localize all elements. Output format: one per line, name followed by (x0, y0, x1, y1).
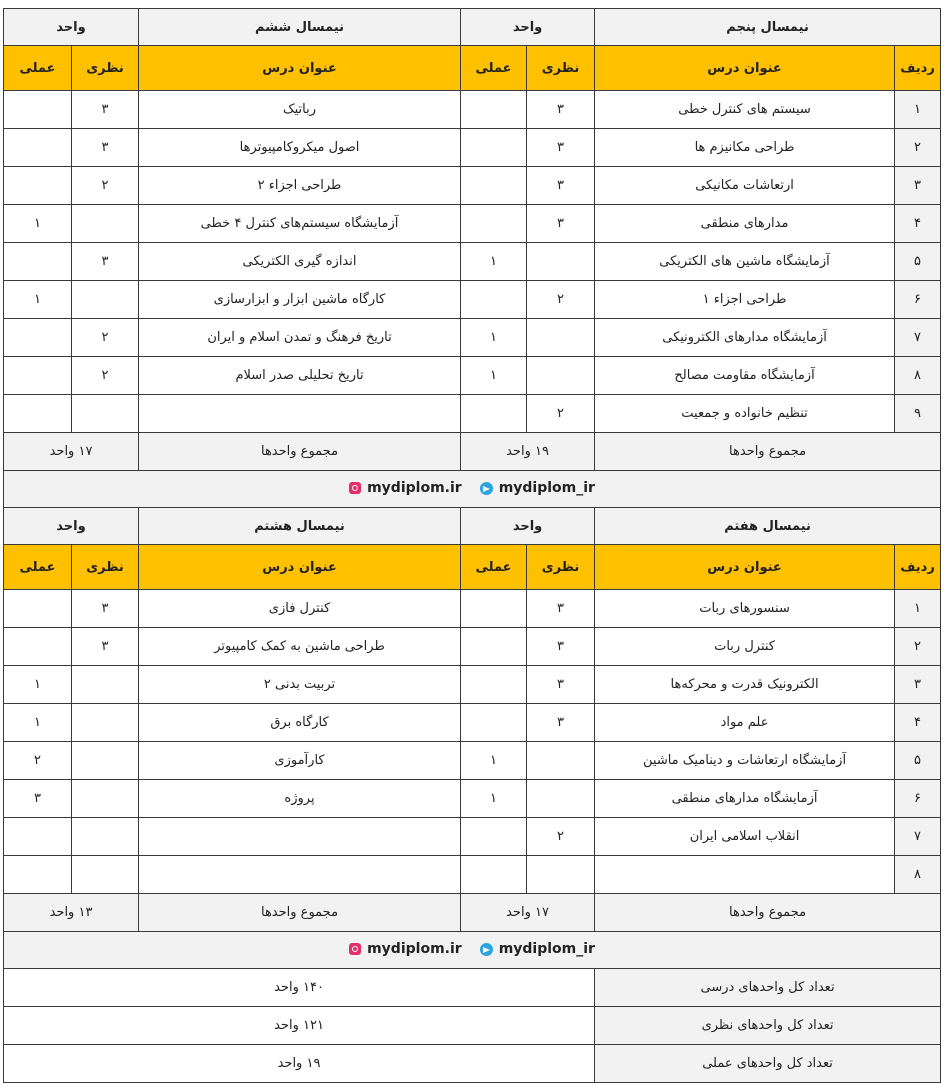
course-title: کنترل ربات (595, 628, 895, 666)
theory-units: ۲ (72, 319, 139, 357)
table-row (4, 357, 941, 395)
course-title: پروژه (139, 780, 461, 818)
brand-cell (4, 932, 941, 969)
right-unit-header: واحد (461, 508, 595, 545)
row-number-header: ردیف (895, 545, 941, 590)
course-title: تنظیم خانواده و جمعیت (595, 395, 895, 433)
table-row (4, 243, 941, 281)
telegram-icon (480, 943, 493, 956)
curriculum-table (3, 8, 941, 1083)
course-title: رباتیک (139, 91, 461, 129)
practical-units (4, 395, 72, 433)
practical-units (461, 205, 527, 243)
summary-label: تعداد کل واحدهای نظری (595, 1007, 941, 1045)
course-title: کارگاه ماشین ابزار و ابزارسازی (139, 281, 461, 319)
theory-units: ۲ (72, 167, 139, 205)
table-row (4, 818, 941, 856)
brand-cell (4, 471, 941, 508)
practical-units: ۱ (461, 319, 527, 357)
theory-units: ۲ (527, 818, 595, 856)
summary-value: ۱۲۱ واحد (4, 1007, 595, 1045)
row-number: ۸ (895, 856, 941, 894)
theory-units: ۳ (527, 91, 595, 129)
instagram-icon (349, 943, 361, 955)
theory-units (527, 780, 595, 818)
theory-units (527, 357, 595, 395)
row-number: ۵ (895, 742, 941, 780)
theory-units (72, 818, 139, 856)
practical-units (461, 91, 527, 129)
practical-units (4, 167, 72, 205)
course-title: تاریخ فرهنگ و تمدن اسلام و ایران (139, 319, 461, 357)
table-row (4, 129, 941, 167)
course-title: آزمایشگاه ارتعاشات و دینامیک ماشین (595, 742, 895, 780)
right-total-label: مجموع واحدها (595, 894, 941, 932)
theory-units (72, 856, 139, 894)
theory-units (72, 780, 139, 818)
left-semester-title: نیمسال هشتم (139, 508, 461, 545)
theory-header: نظری (527, 46, 595, 91)
practical-units (4, 91, 72, 129)
theory-units: ۳ (72, 91, 139, 129)
left-unit-header: واحد (4, 508, 139, 545)
course-title-header: عنوان درس (139, 545, 461, 590)
course-title: آزمایشگاه مقاومت مصالح (595, 357, 895, 395)
table-row (4, 91, 941, 129)
right-total-value: ۱۹ واحد (461, 433, 595, 471)
course-title: طراحی مکانیزم ها (595, 129, 895, 167)
practical-header: عملی (4, 545, 72, 590)
brand-links (349, 941, 595, 957)
practical-units (4, 129, 72, 167)
practical-units (461, 395, 527, 433)
table-row (4, 742, 941, 780)
practical-units: ۱ (4, 281, 72, 319)
course-title: ارتعاشات مکانیکی (595, 167, 895, 205)
practical-units (461, 818, 527, 856)
course-title: علم مواد (595, 704, 895, 742)
theory-header: نظری (72, 545, 139, 590)
row-number: ۱ (895, 91, 941, 129)
course-title: طراحی اجزاء ۲ (139, 167, 461, 205)
course-title: مدارهای منطقی (595, 205, 895, 243)
practical-units: ۱ (461, 357, 527, 395)
course-title: سنسورهای ربات (595, 590, 895, 628)
practical-units: ۱ (461, 742, 527, 780)
practical-units (4, 357, 72, 395)
course-title: آزمایشگاه مدارهای الکترونیکی (595, 319, 895, 357)
practical-units: ۱ (4, 666, 72, 704)
table-row (4, 167, 941, 205)
theory-units (72, 704, 139, 742)
left-semester-title: نیمسال ششم (139, 9, 461, 46)
right-total-label: مجموع واحدها (595, 433, 941, 471)
theory-units (72, 742, 139, 780)
theory-units (72, 666, 139, 704)
row-number-header: ردیف (895, 46, 941, 91)
block2-semester-header (4, 508, 941, 545)
course-title: کارآموزی (139, 742, 461, 780)
course-title (139, 395, 461, 433)
theory-units: ۲ (527, 281, 595, 319)
summary-value: ۱۴۰ واحد (4, 969, 595, 1007)
block2-column-header (4, 545, 941, 590)
row-number: ۲ (895, 129, 941, 167)
course-title: آزمایشگاه سیستم‌های کنترل ۴ خطی (139, 205, 461, 243)
course-title: طراحی ماشین به کمک کامپیوتر (139, 628, 461, 666)
table-row (4, 666, 941, 704)
practical-units: ۳ (4, 780, 72, 818)
table-row (4, 395, 941, 433)
practical-units (461, 666, 527, 704)
instagram-handle[interactable]: mydiplom.ir (367, 480, 462, 496)
table-row (4, 856, 941, 894)
table-row (4, 319, 941, 357)
practical-units: ۲ (4, 742, 72, 780)
theory-units (527, 319, 595, 357)
course-title (139, 818, 461, 856)
course-title: اندازه گیری الکتریکی (139, 243, 461, 281)
course-title-header: عنوان درس (139, 46, 461, 91)
summary-label: تعداد کل واحدهای عملی (595, 1045, 941, 1083)
course-title: الکترونیک قدرت و محرکه‌ها (595, 666, 895, 704)
brand-row (4, 932, 941, 969)
practical-units: ۱ (461, 780, 527, 818)
block1-column-header (4, 46, 941, 91)
left-total-label: مجموع واحدها (139, 433, 461, 471)
course-title: کارگاه برق (139, 704, 461, 742)
row-number: ۲ (895, 628, 941, 666)
practical-units (4, 319, 72, 357)
row-number: ۱ (895, 590, 941, 628)
theory-header: نظری (527, 545, 595, 590)
theory-units: ۳ (527, 628, 595, 666)
course-title-header: عنوان درس (595, 46, 895, 91)
practical-units (461, 281, 527, 319)
telegram-handle[interactable]: mydiplom_ir (498, 480, 595, 496)
instagram-icon (349, 482, 361, 494)
practical-units (461, 129, 527, 167)
table-row (4, 205, 941, 243)
summary-row (4, 969, 941, 1007)
theory-units: ۳ (527, 167, 595, 205)
practical-header: عملی (461, 545, 527, 590)
summary-row (4, 1007, 941, 1045)
course-title: طراحی اجزاء ۱ (595, 281, 895, 319)
practical-header: عملی (4, 46, 72, 91)
row-number: ۴ (895, 205, 941, 243)
theory-units (527, 856, 595, 894)
practical-units (461, 856, 527, 894)
telegram-icon (480, 482, 493, 495)
table-row (4, 780, 941, 818)
course-title (139, 856, 461, 894)
practical-units (4, 856, 72, 894)
course-title: آزمایشگاه مدارهای منطقی (595, 780, 895, 818)
row-number: ۹ (895, 395, 941, 433)
table-row (4, 628, 941, 666)
practical-units: ۱ (461, 243, 527, 281)
left-total-value: ۱۳ واحد (4, 894, 139, 932)
block1-total-row (4, 433, 941, 471)
course-title: سیستم های کنترل خطی (595, 91, 895, 129)
block2-total-row (4, 894, 941, 932)
row-number: ۷ (895, 319, 941, 357)
practical-units (461, 167, 527, 205)
theory-units (72, 395, 139, 433)
theory-units (527, 243, 595, 281)
theory-units: ۳ (527, 129, 595, 167)
row-number: ۳ (895, 167, 941, 205)
course-title-header: عنوان درس (595, 545, 895, 590)
course-title: تربیت بدنی ۲ (139, 666, 461, 704)
theory-units: ۳ (527, 205, 595, 243)
practical-units (461, 628, 527, 666)
left-total-label: مجموع واحدها (139, 894, 461, 932)
course-title: تاریخ تحلیلی صدر اسلام (139, 357, 461, 395)
right-total-value: ۱۷ واحد (461, 894, 595, 932)
theory-units: ۲ (527, 395, 595, 433)
curriculum-sheet (3, 8, 940, 1083)
row-number: ۶ (895, 780, 941, 818)
row-number: ۴ (895, 704, 941, 742)
row-number: ۶ (895, 281, 941, 319)
theory-units: ۳ (72, 129, 139, 167)
theory-units: ۳ (527, 666, 595, 704)
brand-row (4, 471, 941, 508)
theory-units: ۳ (527, 704, 595, 742)
theory-units (72, 281, 139, 319)
right-semester-title: نیمسال هفتم (595, 508, 941, 545)
practical-units: ۱ (4, 205, 72, 243)
course-title (595, 856, 895, 894)
row-number: ۷ (895, 818, 941, 856)
practical-units (4, 243, 72, 281)
practical-units (461, 704, 527, 742)
course-title: کنترل فازی (139, 590, 461, 628)
summary-row (4, 1045, 941, 1083)
right-unit-header: واحد (461, 9, 595, 46)
theory-units: ۳ (72, 243, 139, 281)
practical-units (4, 628, 72, 666)
theory-units: ۲ (72, 357, 139, 395)
row-number: ۳ (895, 666, 941, 704)
theory-units: ۳ (72, 628, 139, 666)
practical-units (4, 818, 72, 856)
right-semester-title: نیمسال پنجم (595, 9, 941, 46)
practical-header: عملی (461, 46, 527, 91)
left-unit-header: واحد (4, 9, 139, 46)
left-total-value: ۱۷ واحد (4, 433, 139, 471)
theory-units: ۳ (72, 590, 139, 628)
brand-links (349, 480, 595, 496)
table-row (4, 704, 941, 742)
row-number: ۵ (895, 243, 941, 281)
telegram-handle[interactable]: mydiplom_ir (498, 941, 595, 957)
instagram-handle[interactable]: mydiplom.ir (367, 941, 462, 957)
table-row (4, 590, 941, 628)
table-row (4, 281, 941, 319)
theory-units: ۳ (527, 590, 595, 628)
course-title: انقلاب اسلامی ایران (595, 818, 895, 856)
theory-units (72, 205, 139, 243)
practical-units: ۱ (4, 704, 72, 742)
block1-semester-header (4, 9, 941, 46)
theory-header: نظری (72, 46, 139, 91)
practical-units (4, 590, 72, 628)
course-title: اصول میکروکامپیوترها (139, 129, 461, 167)
practical-units (461, 590, 527, 628)
row-number: ۸ (895, 357, 941, 395)
course-title: آزمایشگاه ماشین های الکتریکی (595, 243, 895, 281)
summary-value: ۱۹ واحد (4, 1045, 595, 1083)
theory-units (527, 742, 595, 780)
summary-label: تعداد کل واحدهای درسی (595, 969, 941, 1007)
